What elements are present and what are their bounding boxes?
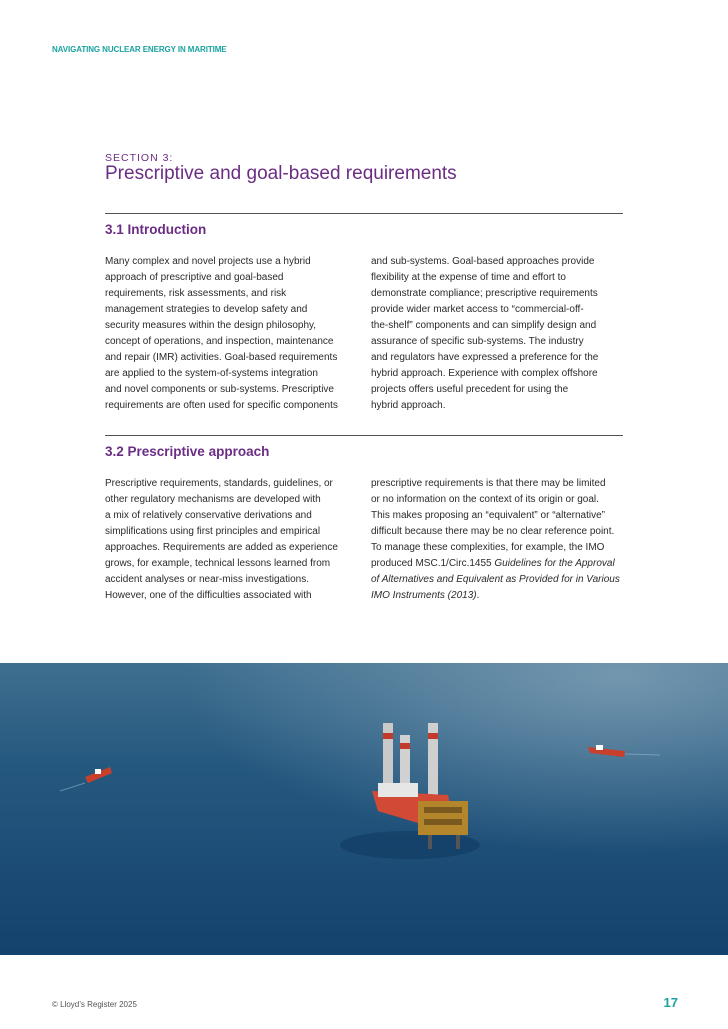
text-line: management strategies to develop safety and	[105, 304, 308, 315]
guideline-title: of Alternatives and Equivalent as Provided for in Various	[371, 574, 620, 585]
prescriptive-column-left	[105, 476, 357, 604]
text-line: grows, for example, technical lessons learned from	[105, 558, 331, 569]
copyright: © Lloyd’s Register 2025	[52, 1000, 137, 1009]
intro-column-left	[105, 254, 357, 414]
section-heading-3-2: 3.2 Prescriptive approach	[105, 444, 270, 459]
text-line: To manage these complexities, for example, the IMO	[371, 542, 605, 553]
section-label: SECTION 3:	[105, 152, 174, 164]
text-line	[371, 572, 623, 588]
intro-column-right	[371, 254, 623, 414]
page-number: 17	[663, 995, 678, 1010]
text-line: This makes proposing an “equivalent” or “alternative”	[371, 510, 605, 521]
text-line: simplifications using first principles and empirical	[105, 526, 321, 537]
text-line	[371, 588, 623, 604]
text-run: produced MSC.1/Circ.1455	[371, 558, 495, 569]
text-line: However, one of the difficulties associated with	[105, 590, 312, 601]
text-line: requirements are often used for specific components	[105, 400, 338, 411]
text-line: hybrid approach. Experience with complex offshore	[371, 368, 598, 379]
divider	[105, 435, 623, 436]
text-line: Many complex and novel projects use a hybrid	[105, 256, 311, 267]
text-line: and repair (IMR) activities. Goal-based requirements	[105, 352, 338, 363]
prescriptive-column-right	[371, 476, 623, 604]
text-line: and sub-systems. Goal-based approaches provide	[371, 256, 595, 267]
text-line: prescriptive requirements is that there may be limited	[371, 478, 606, 489]
text-line: Prescriptive requirements, standards, guidelines, or	[105, 478, 333, 489]
running-head: NAVIGATING NUCLEAR ENERGY IN MARITIME	[52, 45, 227, 54]
text-line: assurance of specific sub-systems. The industry	[371, 336, 584, 347]
page-title: Prescriptive and goal-based requirements	[105, 163, 457, 184]
text-line: hybrid approach.	[371, 400, 446, 411]
text-line: difficult because there may be no clear reference point.	[371, 526, 615, 537]
text-line: or no information on the context of its origin or goal.	[371, 494, 599, 505]
text-line	[371, 556, 623, 572]
text-line: other regulatory mechanisms are developed with	[105, 494, 321, 505]
text-line: concept of operations, and inspection, maintenance	[105, 336, 334, 347]
text-line: flexibility at the expense of time and effort to	[371, 272, 566, 283]
text-line: security measures within the design philosophy,	[105, 320, 317, 331]
text-line: demonstrate compliance; prescriptive requirements	[371, 288, 598, 299]
divider	[105, 213, 623, 214]
guideline-title: IMO Instruments (2013)	[371, 590, 477, 601]
text-line: are applied to the system-of-systems integration	[105, 368, 318, 379]
section-heading-3-1: 3.1 Introduction	[105, 222, 207, 237]
text-line: and novel components or sub-systems. Prescriptive	[105, 384, 334, 395]
photo-illustration	[0, 663, 728, 955]
text-line: provide wider market access to “commercial-off-	[371, 304, 584, 315]
offshore-rig-photo	[0, 663, 728, 955]
text-line: and regulators have expressed a preference for the	[371, 352, 599, 363]
text-line: a mix of relatively conservative derivations and	[105, 510, 312, 521]
text-line: the-shelf” components and can simplify design and	[371, 320, 597, 331]
text-line: approaches. Requirements are added as experience	[105, 542, 338, 553]
text-line: requirements, risk assessments, and risk	[105, 288, 287, 299]
text-line: projects offers useful precedent for using the	[371, 384, 569, 395]
text-run: .	[476, 590, 480, 601]
text-line: accident analyses or near-miss investigations.	[105, 574, 309, 585]
guideline-title: Guidelines for the Approval	[494, 558, 615, 569]
text-line: approach of prescriptive and goal-based	[105, 272, 284, 283]
